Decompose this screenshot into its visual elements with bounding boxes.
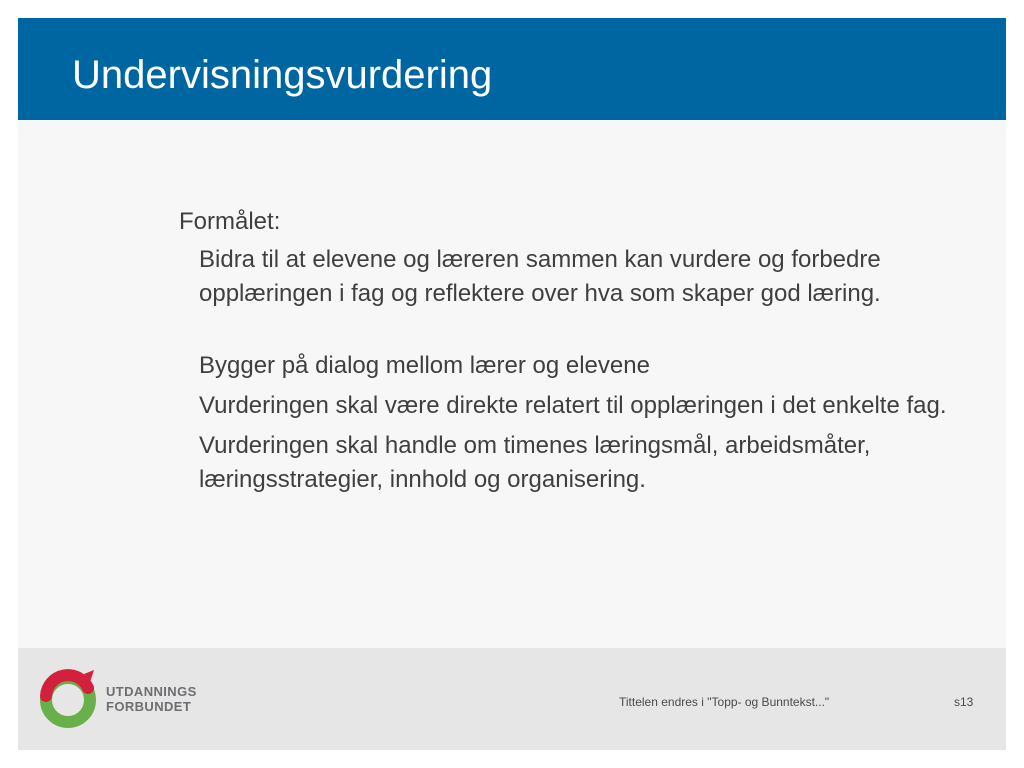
slide-title: Undervisningsvurdering [72, 53, 493, 97]
slide [18, 18, 1006, 750]
logo-line-1: UTDANNINGS [106, 684, 197, 699]
slide-body [179, 205, 979, 503]
logo-wordmark [106, 684, 197, 714]
slide-number: s13 [954, 695, 974, 709]
purpose-heading: Formålet: [179, 208, 281, 235]
list-item: Bidra til at elevene og læreren sammen kan vurdere og forbedre opplæringen i fag og reflektere over hva som skaper god læring. [199, 246, 881, 307]
utdanningsforbundet-logo-icon [36, 666, 100, 730]
footer [18, 648, 1006, 750]
title-bar [18, 18, 1006, 120]
list-item: Vurderingen skal være direkte relatert til opplæringen i det enkelte fag. [199, 392, 947, 419]
list-item: Vurderingen skal handle om timenes læringsmål, arbeidsmåter, læringsstrategier, innhold og organisering. [199, 432, 871, 493]
footer-text: Tittelen endres i "Topp- og Bunntekst..." [619, 695, 830, 709]
list-item: Bygger på dialog mellom lærer og elevene [199, 352, 650, 379]
logo-line-2: FORBUNDET [106, 699, 192, 714]
